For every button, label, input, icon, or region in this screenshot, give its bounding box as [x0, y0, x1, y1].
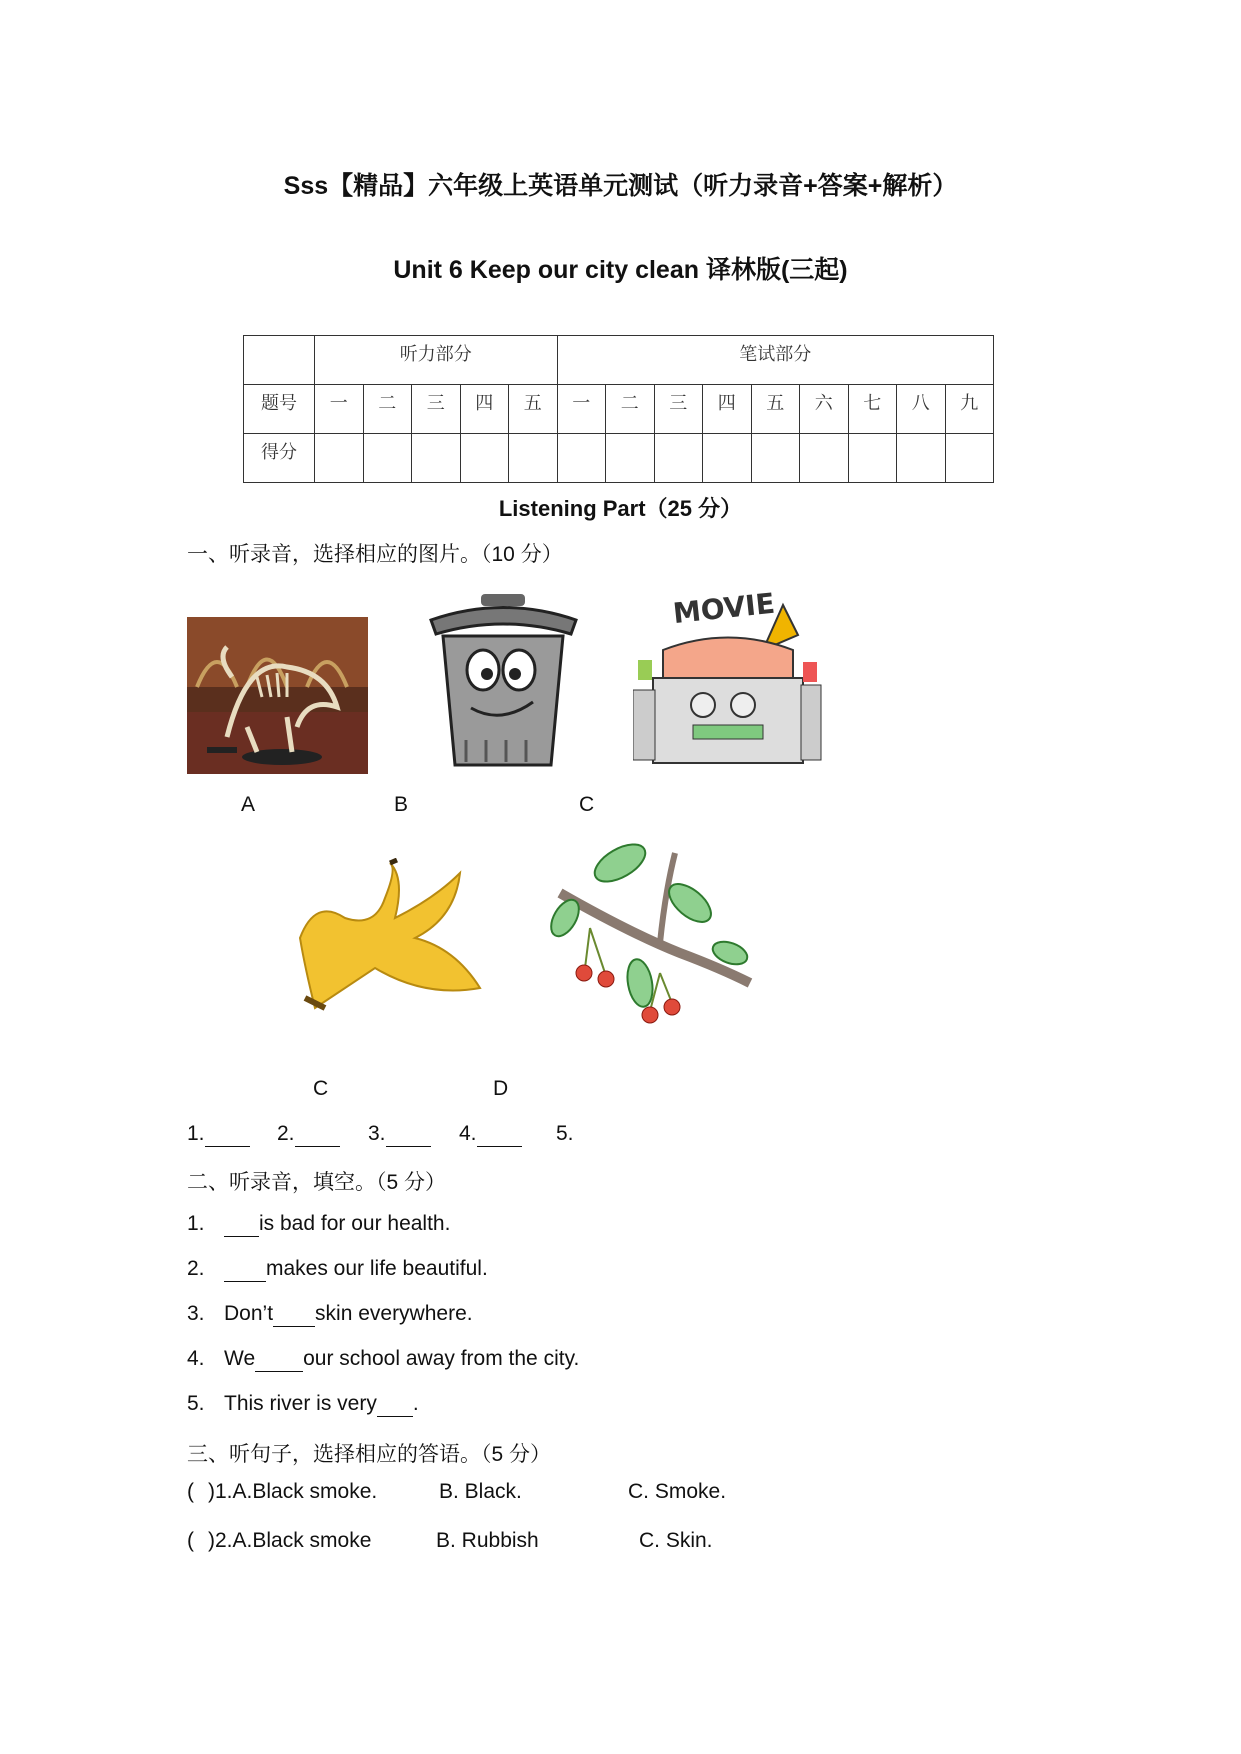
fill-text: . [412, 1392, 419, 1415]
fill-text-before: Don’t [224, 1302, 274, 1325]
empty-corner-cell [244, 336, 315, 385]
fill-item-2 [187, 1257, 488, 1282]
section1-heading: 一、听录音，选择相应的图片。（10 分） [187, 543, 563, 566]
written-number-cell: 一 [557, 385, 606, 434]
written-group-header: 笔试部分 [557, 336, 994, 385]
banana-peel-image [285, 858, 485, 1018]
fill-item-3 [187, 1302, 473, 1327]
score-cell[interactable] [363, 434, 412, 483]
row-label-score: 得分 [244, 434, 315, 483]
listening-number-cell: 一 [315, 385, 364, 434]
row-label-number: 题号 [244, 385, 315, 434]
choice-paren: ( [187, 1480, 194, 1503]
score-table-score-row [244, 434, 994, 483]
fill-number: 2. [187, 1257, 205, 1280]
listening-number-cell: 四 [460, 385, 509, 434]
choice-paren: ( [187, 1529, 194, 1552]
fill-text: skin everywhere. [315, 1302, 473, 1325]
choice-option-c: C. Skin. [639, 1529, 713, 1552]
fill-number: 5. [187, 1392, 205, 1415]
fill-item-5 [187, 1392, 419, 1417]
choice-option-a: )2.A.Black smoke [208, 1529, 372, 1552]
score-cell[interactable] [412, 434, 461, 483]
score-cell[interactable] [509, 434, 558, 483]
score-cell[interactable] [557, 434, 606, 483]
choice-option-b: B. Black. [439, 1480, 522, 1503]
section3-heading: 三、听句子，选择相应的答语。（5 分） [187, 1443, 552, 1466]
listening-number-cell: 五 [509, 385, 558, 434]
answer-item-4 [459, 1122, 522, 1147]
choice-item-2 [187, 1529, 371, 1553]
written-number-cell: 七 [848, 385, 897, 434]
choice-option-a: )1.A.Black smoke. [208, 1480, 378, 1503]
fill-number: 3. [187, 1302, 205, 1325]
cherry-branch-image [540, 833, 755, 1033]
score-table [243, 335, 994, 483]
movie-sign: MOVIE [671, 590, 777, 631]
answer-number: 3. [368, 1122, 386, 1145]
listening-part-heading: Listening Part（25 分） [498, 496, 743, 521]
image-label-a: A [241, 793, 256, 816]
fill-number: 4. [187, 1347, 205, 1370]
fill-blank[interactable] [255, 1347, 303, 1372]
fill-text-before: This river is very [224, 1392, 377, 1415]
listening-number-cell: 二 [363, 385, 412, 434]
answer-blank[interactable] [477, 1122, 522, 1147]
answer-number: 5. [556, 1122, 574, 1145]
score-cell[interactable] [460, 434, 509, 483]
written-number-cell: 九 [945, 385, 994, 434]
answer-item-2 [277, 1122, 340, 1147]
score-cell[interactable] [703, 434, 752, 483]
answer-number: 2. [277, 1122, 295, 1145]
answer-number: 1. [187, 1122, 205, 1145]
score-table-number-row [244, 385, 994, 434]
written-number-cell: 八 [897, 385, 946, 434]
written-number-cell: 三 [654, 385, 703, 434]
choice-option-b: B. Rubbish [436, 1529, 539, 1552]
answer-item-3 [368, 1122, 431, 1147]
score-cell[interactable] [606, 434, 655, 483]
score-cell[interactable] [897, 434, 946, 483]
listening-group-header: 听力部分 [315, 336, 558, 385]
fill-blank[interactable] [377, 1392, 413, 1417]
image-label-d: D [493, 1077, 509, 1100]
section2-heading: 二、听录音，填空。（5 分） [187, 1171, 447, 1194]
listening-number-cell: 三 [412, 385, 461, 434]
score-cell[interactable] [800, 434, 849, 483]
written-number-cell: 五 [751, 385, 800, 434]
document-subtitle: Unit 6 Keep our city clean 译林版(三起) [393, 256, 848, 284]
score-cell[interactable] [945, 434, 994, 483]
answer-item-5 [556, 1122, 574, 1146]
fill-text: our school away from the city. [303, 1347, 580, 1370]
written-number-cell: 二 [606, 385, 655, 434]
fill-text: is bad for our health. [259, 1212, 451, 1235]
image-label-c: C [579, 793, 595, 816]
answer-blank[interactable] [205, 1122, 250, 1147]
written-number-cell: 六 [800, 385, 849, 434]
museum-dinosaur-image [187, 617, 368, 774]
fill-item-4 [187, 1347, 579, 1372]
written-number-cell: 四 [703, 385, 752, 434]
fill-blank[interactable] [273, 1302, 315, 1327]
movie-theater-image [633, 590, 823, 775]
answer-number: 4. [459, 1122, 477, 1145]
choice-option-c: C. Smoke. [628, 1480, 727, 1503]
answer-blank[interactable] [386, 1122, 431, 1147]
fill-blank[interactable] [224, 1257, 266, 1282]
answer-item-1 [187, 1122, 250, 1147]
score-cell[interactable] [848, 434, 897, 483]
score-cell[interactable] [315, 434, 364, 483]
image-label-c-second: C [313, 1077, 329, 1100]
trash-can-image [421, 590, 586, 775]
document-title: Sss【精品】六年级上英语单元测试（听力录音+答案+解析） [283, 172, 958, 200]
answer-blank[interactable] [295, 1122, 340, 1147]
score-table-group-row [244, 336, 994, 385]
image-label-b: B [394, 793, 409, 816]
fill-blank[interactable] [224, 1212, 259, 1237]
fill-text: makes our life beautiful. [266, 1257, 488, 1280]
score-cell[interactable] [654, 434, 703, 483]
fill-number: 1. [187, 1212, 205, 1235]
fill-text-before: We [224, 1347, 256, 1370]
score-cell[interactable] [751, 434, 800, 483]
fill-item-1 [187, 1212, 450, 1237]
choice-item-1 [187, 1480, 377, 1504]
